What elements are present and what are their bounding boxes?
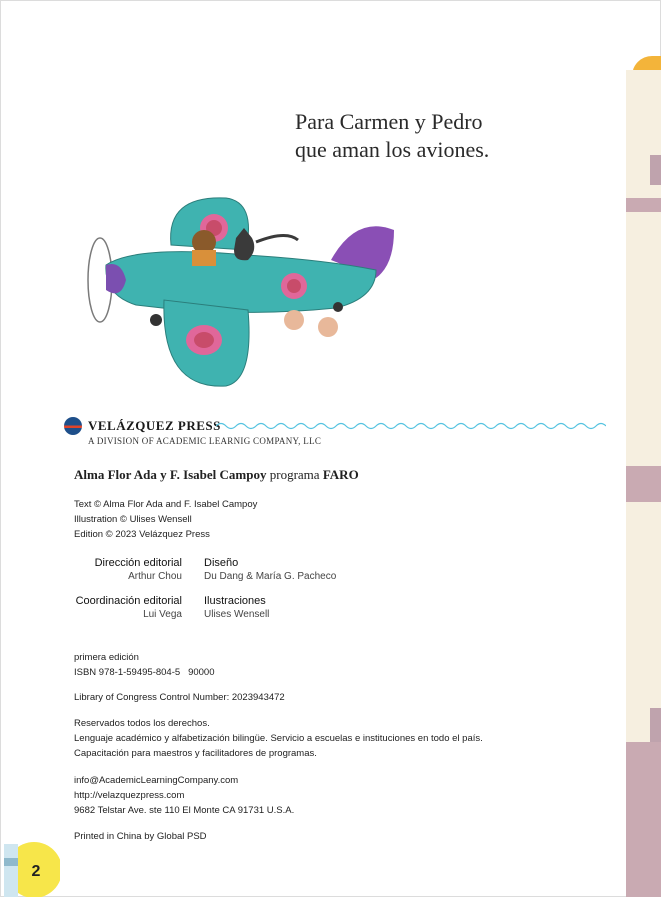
copyright-line: Illustration © Ulises Wensell: [74, 514, 192, 525]
page-number-badge: [0, 838, 60, 897]
credit-right: [204, 594, 269, 621]
copyright-block: [74, 497, 257, 542]
credit-title: Coordinación editorial: [75, 595, 182, 607]
lighthouse-band: [626, 742, 661, 897]
contact-address: 9682 Telstar Ave. ste 110 El Monte CA 91731 U.S.A.: [74, 805, 295, 816]
credit-title: Ilustraciones: [204, 595, 266, 607]
credit-row: [74, 594, 374, 632]
authors-line: [74, 467, 359, 483]
contact-email: info@AcademicLearningCompany.com: [74, 775, 239, 786]
rights-block: [74, 716, 483, 761]
lighthouse-band: [626, 198, 661, 212]
credit-title: Dirección editorial: [94, 557, 182, 569]
printed-line: Printed in China by Global PSD: [74, 831, 207, 842]
edition-line: primera edición: [74, 652, 139, 663]
isbn-line: ISBN 978-1-59495-804-5 90000: [74, 667, 215, 678]
credit-left: [95, 556, 182, 583]
lighthouse-band: [626, 466, 661, 502]
credit-name: Arthur Chou: [128, 571, 182, 582]
lighthouse-window: [650, 708, 661, 742]
dedication-line: que aman los aviones.: [295, 137, 490, 162]
rights-line: Capacitación para maestros y facilitadores de programas.: [74, 748, 317, 759]
wave-divider: [216, 421, 606, 431]
credit-left: [76, 594, 182, 621]
credit-name: Du Dang & María G. Pacheco: [204, 571, 337, 582]
copyright-line: Text © Alma Flor Ada and F. Isabel Campoy: [74, 499, 258, 510]
library-line: Library of Congress Control Number: 2023943472: [74, 692, 285, 703]
publisher-logo: [64, 417, 82, 435]
credits-table: [74, 556, 374, 632]
credit-name: Ulises Wensell: [204, 609, 270, 620]
authors-connector: programa: [266, 467, 323, 482]
lighthouse-window: [650, 155, 661, 185]
dedication-line: Para Carmen y Pedro: [295, 109, 483, 134]
credit-name: Lui Vega: [143, 609, 182, 620]
program-name: FARO: [322, 467, 359, 482]
publisher-logo-block: [64, 417, 624, 451]
credit-right: [204, 556, 336, 583]
copyright-line: Edition © 2023 Velázquez Press: [74, 529, 210, 540]
rights-line: Reservados todos los derechos.: [74, 718, 210, 729]
publisher-subtitle: A DIVISION OF ACADEMIC LEARNIG COMPANY, LLC: [88, 436, 322, 446]
airplane-illustration: [76, 190, 406, 395]
contact-website: http://velazquezpress.com: [74, 790, 185, 801]
author-names: Alma Flor Ada y F. Isabel Campoy: [74, 467, 267, 482]
contact-block: [74, 773, 294, 818]
page-number: 2: [31, 863, 41, 880]
credit-title: Diseño: [204, 557, 239, 569]
publisher-name: VELÁZQUEZ PRESS: [88, 418, 221, 433]
rights-line: Lenguaje académico y alfabetización bilingüe. Servicio a escuelas e instituciones en todo el país.: [74, 733, 483, 744]
edition-block: [74, 650, 215, 680]
dedication: [295, 108, 595, 164]
credit-row: [74, 556, 374, 594]
